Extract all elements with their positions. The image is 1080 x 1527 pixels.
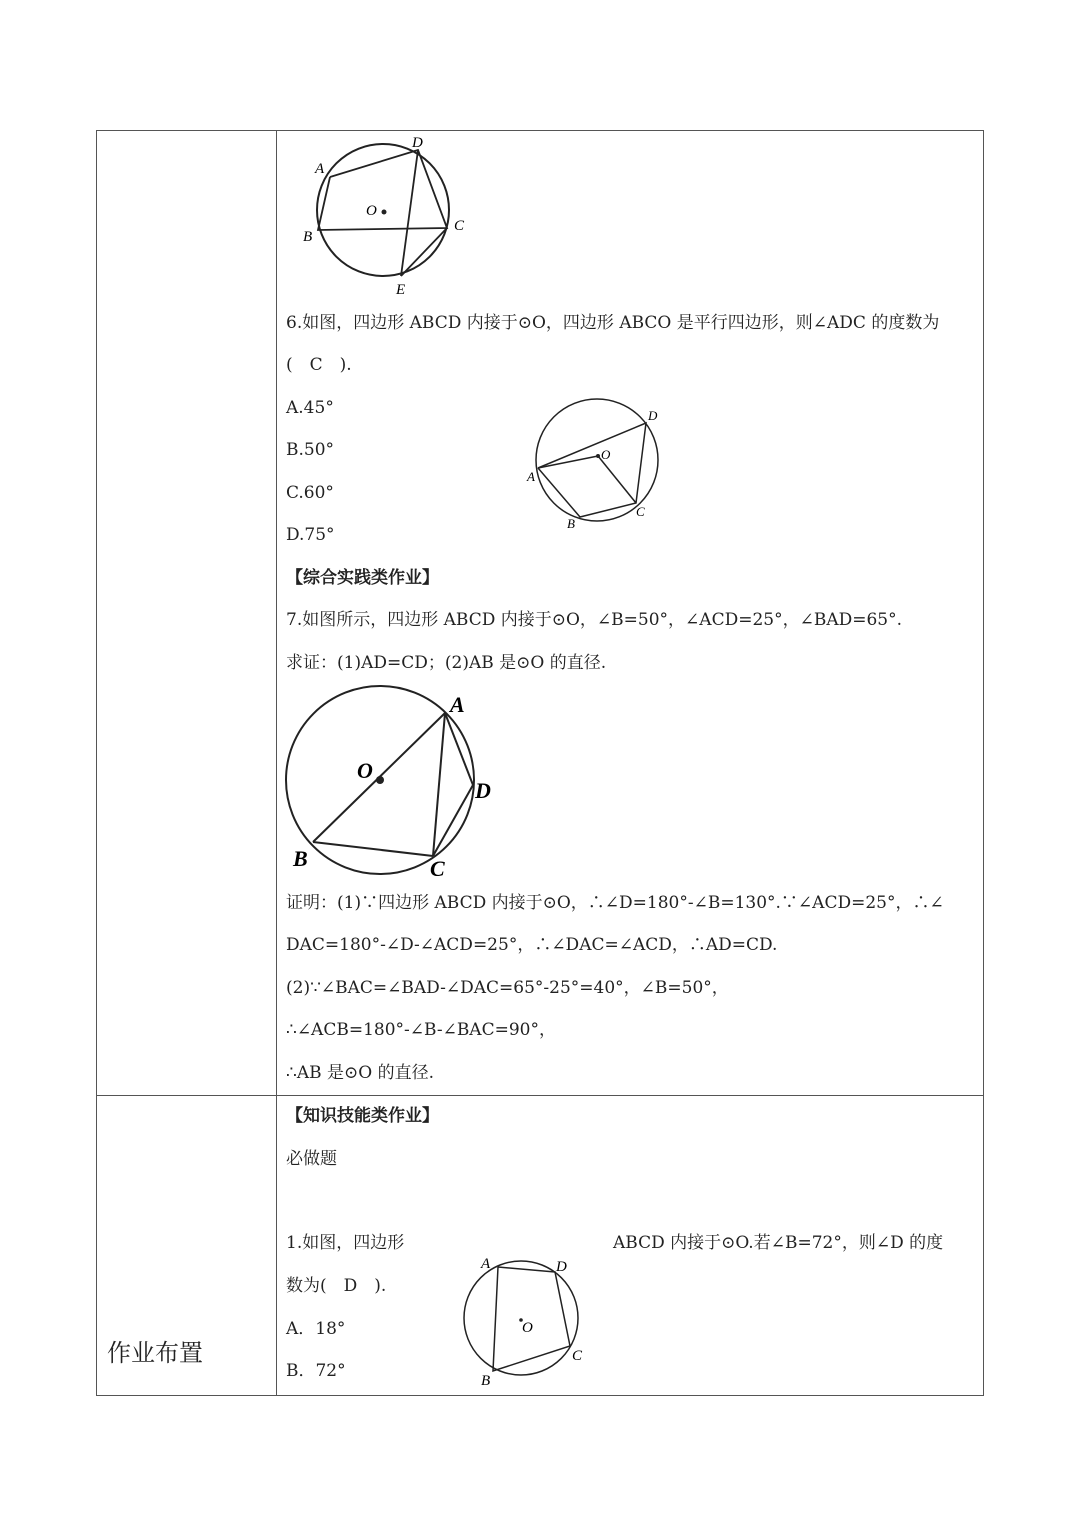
label-A: A <box>450 692 465 717</box>
label-D: D <box>648 408 658 423</box>
label-B: B <box>567 516 575 531</box>
label-E: E <box>396 282 406 298</box>
q6-stem: 6.如图，四边形 ABCD 内接于⊙O，四边形 ABCO 是平行四边形，则∠ADC 的度数为 <box>286 313 940 333</box>
figure-q6-circle <box>520 395 670 535</box>
required-label: 必做题 <box>286 1149 337 1169</box>
q7-proof-line-2: DAC=180°-∠D-∠ACD=25°，∴∠DAC=∠ACD，∴AD=CD. <box>286 935 778 955</box>
label-C: C <box>572 1348 583 1364</box>
label-C: C <box>430 856 445 881</box>
label-O: O <box>522 1320 533 1336</box>
q7-proof-line-3: (2)∵∠BAC=∠BAD-∠DAC=65°-25°=40°，∠B=50°， <box>286 978 729 998</box>
label-O: O <box>357 758 373 783</box>
q7-proof-line-4: ∴∠ACB=180°-∠B-∠BAC=90°， <box>286 1020 556 1040</box>
q7-prove: 求证：(1)AD=CD；(2)AB 是⊙O 的直径. <box>286 653 607 673</box>
q1-stem-line2: 数为( D ). <box>286 1276 387 1296</box>
label-C: C <box>454 218 465 234</box>
label-O: O <box>366 203 377 219</box>
q1-stem-left: 1.如图，四边形 <box>286 1233 405 1253</box>
row-divider <box>97 1095 983 1096</box>
q1-option-a: A．18° <box>286 1319 346 1339</box>
label-A: A <box>315 161 325 177</box>
figure-q1-circle <box>455 1250 595 1390</box>
label-O: O <box>601 447 611 462</box>
q6-option-a: A.45° <box>286 398 334 418</box>
q1-option-b: B．72° <box>286 1361 346 1381</box>
label-C: C <box>636 504 645 519</box>
q6-answer: ( C ). <box>286 355 352 375</box>
knowledge-header: 【知识技能类作业】 <box>286 1106 439 1126</box>
q6-option-b: B.50° <box>286 440 335 460</box>
side-label-homework: 作业布置 <box>107 1339 203 1367</box>
q7-proof-line-5: ∴AB 是⊙O 的直径. <box>286 1063 434 1083</box>
q7-stem: 7.如图所示，四边形 ABCD 内接于⊙O，∠B=50°，∠ACD=25°，∠BAD=65°. <box>286 610 903 630</box>
q1-stem-right: ABCD 内接于⊙O.若∠B=72°，则∠D 的度 <box>613 1233 944 1253</box>
label-A: A <box>527 469 535 484</box>
label-A: A <box>481 1256 491 1272</box>
q6-option-c: C.60° <box>286 483 334 503</box>
figure-q7-circle <box>280 680 500 880</box>
label-D: D <box>475 778 491 803</box>
practice-header: 【综合实践类作业】 <box>286 568 439 588</box>
label-D: D <box>412 135 423 151</box>
label-B: B <box>293 846 308 871</box>
label-B: B <box>481 1373 491 1389</box>
figure-circle-abcde <box>290 130 480 300</box>
column-divider <box>276 131 277 1395</box>
label-B: B <box>303 229 313 245</box>
label-D: D <box>556 1259 567 1275</box>
q7-proof-line-1: 证明：(1)∵四边形 ABCD 内接于⊙O，∴∠D=180°-∠B=130°.∵∠ACD=25°，∴∠ <box>286 893 944 913</box>
q6-option-d: D.75° <box>286 525 335 545</box>
